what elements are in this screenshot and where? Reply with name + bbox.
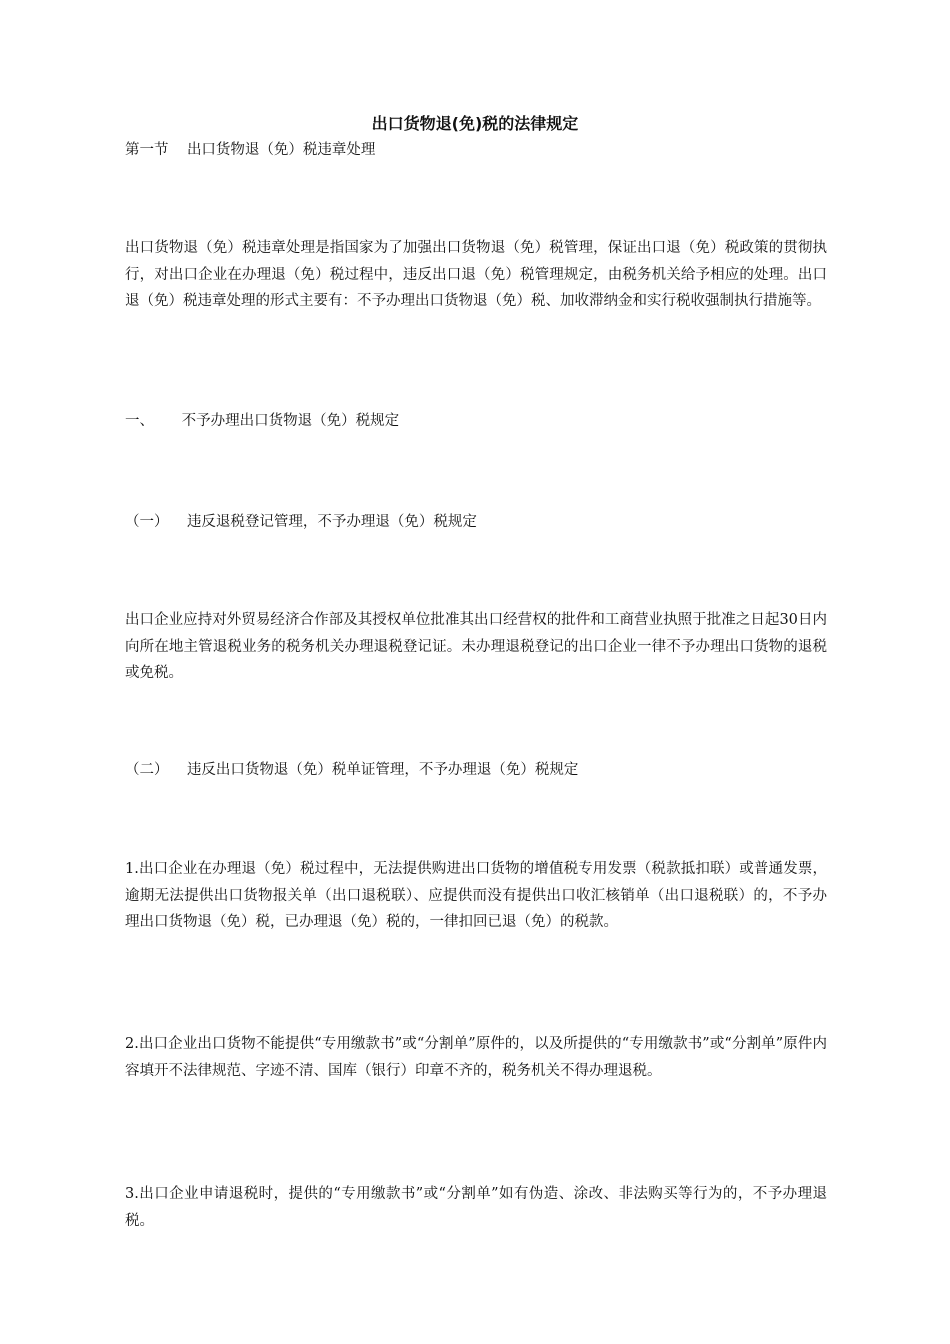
- subheading-1: [125, 509, 827, 536]
- heading-1-text: 不予办理出口货物退（免）税规定: [181, 413, 400, 429]
- list-item-1: 1.出口企业在办理退（免）税过程中，无法提供购进出口货物的增值税专用发票（税款抵扣联）或普通发票，逾期无法提供出口货物报关单（出口退税联）、应提供而没有提供出口收汇核销单（出口退税联）的，不予办理出口货物退（免）税，已办理退（免）税的，一律扣回已退（免）的税款。: [125, 861, 827, 930]
- list-item-3: 3.出口企业申请退税时，提供的“专用缴款书”或“分割单”如有伪造、涂改、非法购买等行为的，不予办理退税。: [125, 1186, 827, 1229]
- paragraph-1: 出口企业应持对外贸易经济合作部及其授权单位批准其出口经营权的批件和工商营业执照于批准之日起30日内向所在地主管退税业务的税务机关办理退税登记证。未办理退税登记的出口企业一律不予办理出口货物的退税或免税。: [125, 612, 827, 681]
- section-label: 第一节: [125, 142, 169, 158]
- subheading-2: [125, 757, 827, 784]
- subheading-2-text: 违反出口货物退（免）税单证管理，不予办理退（免）税规定: [186, 762, 579, 778]
- list-item-2: 2.出口企业出口货物不能提供“专用缴款书”或“分割单”原件的，以及所提供的“专用缴款书”或“分割单”原件内容填开不法律规范、字迹不清、国库（银行）印章不齐的，税务机关不得办理退税。: [125, 1036, 827, 1079]
- subheading-1-text: 违反退税登记管理，不予办理退（免）税规定: [186, 514, 477, 530]
- document-title: 出口货物退(免)税的法律规定: [371, 114, 579, 133]
- section-text: 出口货物退（免）税违章处理: [186, 142, 376, 158]
- heading-1: [125, 408, 827, 435]
- intro-paragraph: 出口货物退（免）税违章处理是指国家为了加强出口货物退（免）税管理，保证出口退（免）税政策的贯彻执行，对出口企业在办理退（免）税过程中，违反出口退（免）税管理规定，由税务机关给予相应的处理。出口退（免）税违章处理的形式主要有：不予办理出口货物退（免）税、加收滞纳金和实行税收强制执行措施等。: [125, 240, 827, 309]
- heading-1-number: 一、: [125, 413, 154, 429]
- subheading-1-number: （一）: [125, 514, 169, 530]
- subheading-2-number: （二）: [125, 762, 169, 778]
- section-title: [125, 137, 827, 164]
